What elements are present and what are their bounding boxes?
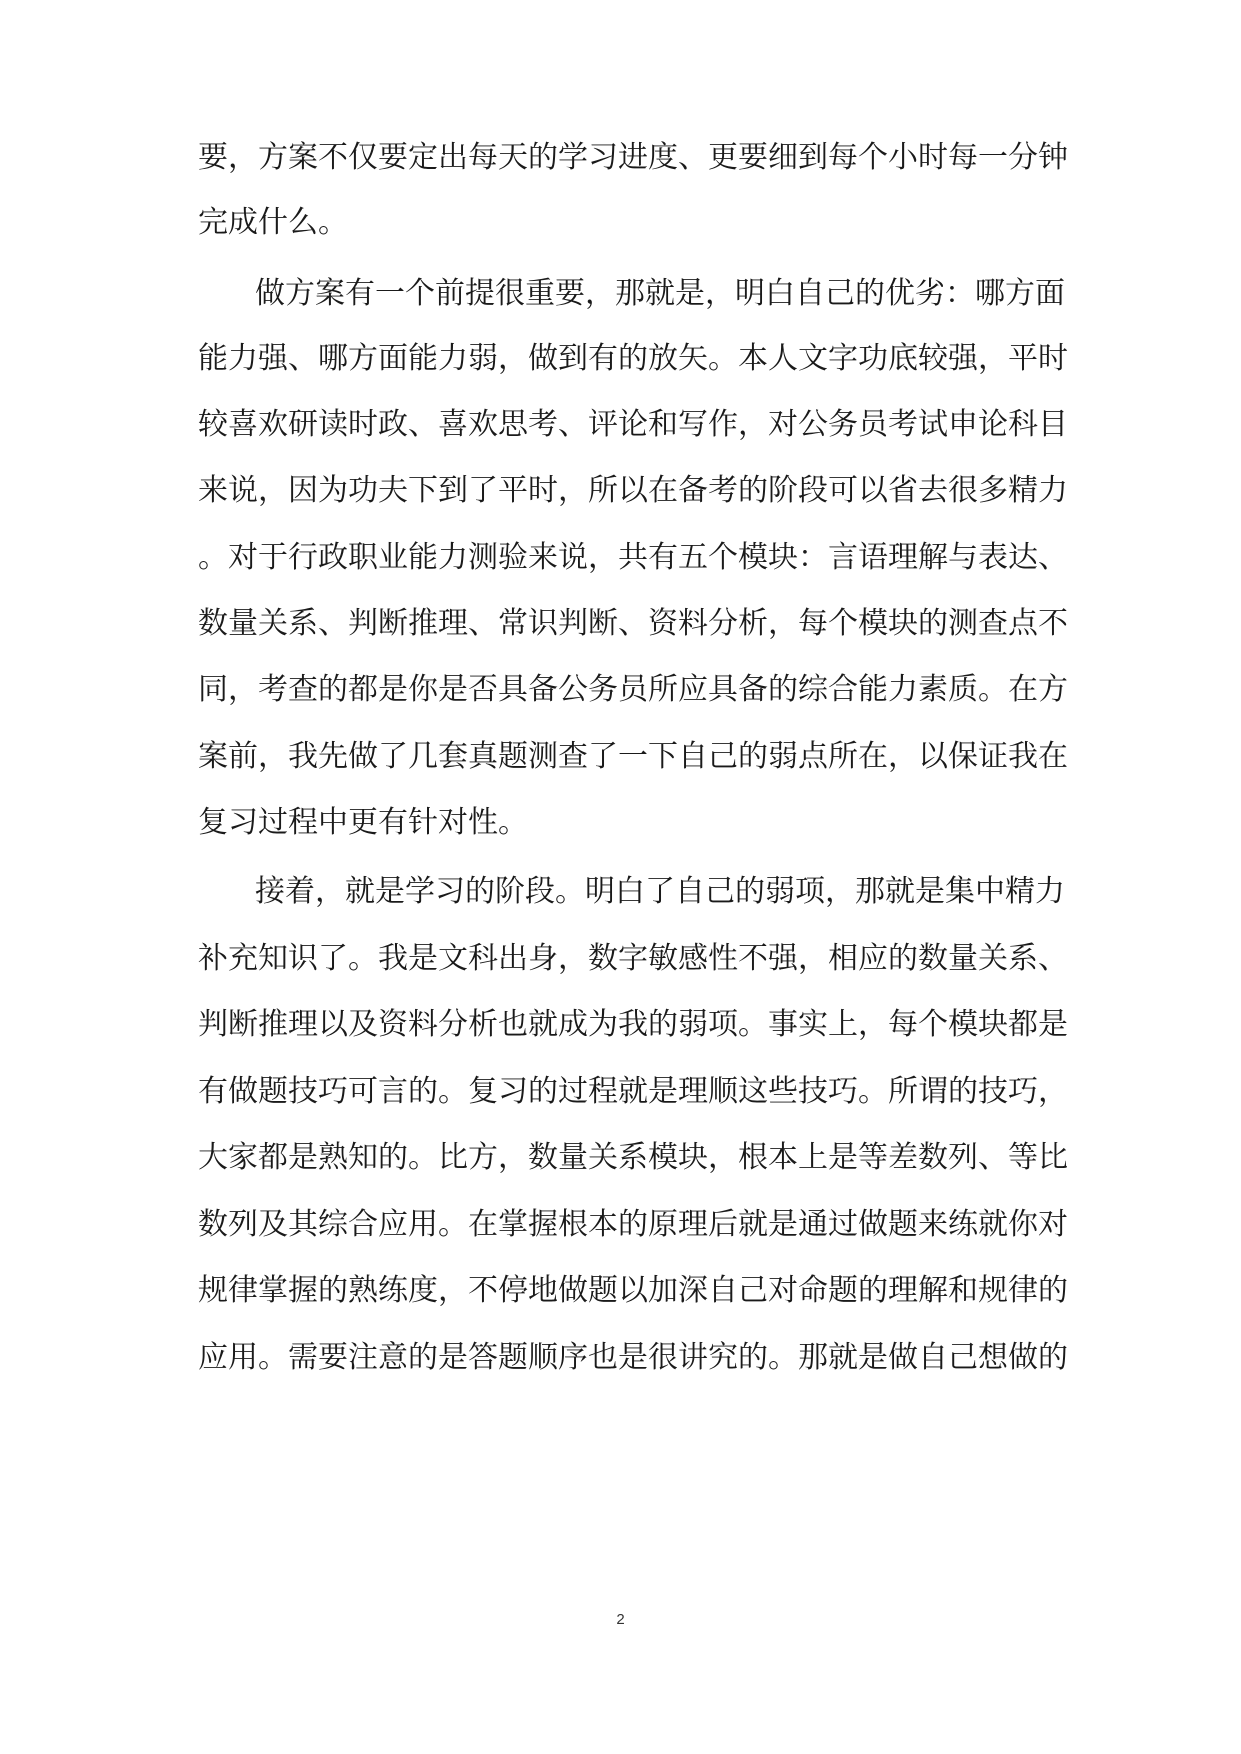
- text-line: 数量关系、判断推理、常识判断、资料分析，每个模块的测查点不: [198, 606, 1068, 641]
- text-line: 数列及其综合应用。在掌握根本的原理后就是通过做题来练就你对: [198, 1207, 1068, 1242]
- text-line: 。对于行政职业能力测验来说，共有五个模块：言语理解与表达、: [198, 540, 1068, 575]
- text-line: 有做题技巧可言的。复习的过程就是理顺这些技巧。所谓的技巧，: [198, 1074, 1068, 1109]
- text-line: 案前，我先做了几套真题测查了一下自己的弱点所在，以保证我在: [198, 739, 1068, 774]
- text-line: 接着，就是学习的阶段。明白了自己的弱项，那就是集中精力: [255, 874, 1065, 909]
- text-line: 同，考查的都是你是否具备公务员所应具备的综合能力素质。在方: [198, 672, 1068, 707]
- text-line: 规律掌握的熟练度，不停地做题以加深自己对命题的理解和规律的: [198, 1273, 1068, 1308]
- text-line: 较喜欢研读时政、喜欢思考、评论和写作，对公务员考试申论科目: [198, 407, 1068, 442]
- text-line: 补充知识了。我是文科出身，数字敏感性不强，相应的数量关系、: [198, 941, 1068, 976]
- text-line: 完成什么。: [198, 205, 348, 240]
- text-line: 来说，因为功夫下到了平时，所以在备考的阶段可以省去很多精力: [198, 473, 1068, 508]
- page-number: 2: [616, 1611, 625, 1628]
- text-line: 做方案有一个前提很重要，那就是，明白自己的优劣：哪方面: [255, 276, 1065, 311]
- text-line: 判断推理以及资料分析也就成为我的弱项。事实上，每个模块都是: [198, 1007, 1068, 1042]
- text-line: 大家都是熟知的。比方，数量关系模块，根本上是等差数列、等比: [198, 1140, 1068, 1175]
- text-line: 应用。需要注意的是答题顺序也是很讲究的。那就是做自己想做的: [198, 1340, 1068, 1375]
- text-line: 能力强、哪方面能力弱，做到有的放矢。本人文字功底较强，平时: [198, 341, 1068, 376]
- text-line: 要，方案不仅要定出每天的学习进度、更要细到每个小时每一分钟: [198, 140, 1068, 175]
- text-line: 复习过程中更有针对性。: [198, 805, 528, 840]
